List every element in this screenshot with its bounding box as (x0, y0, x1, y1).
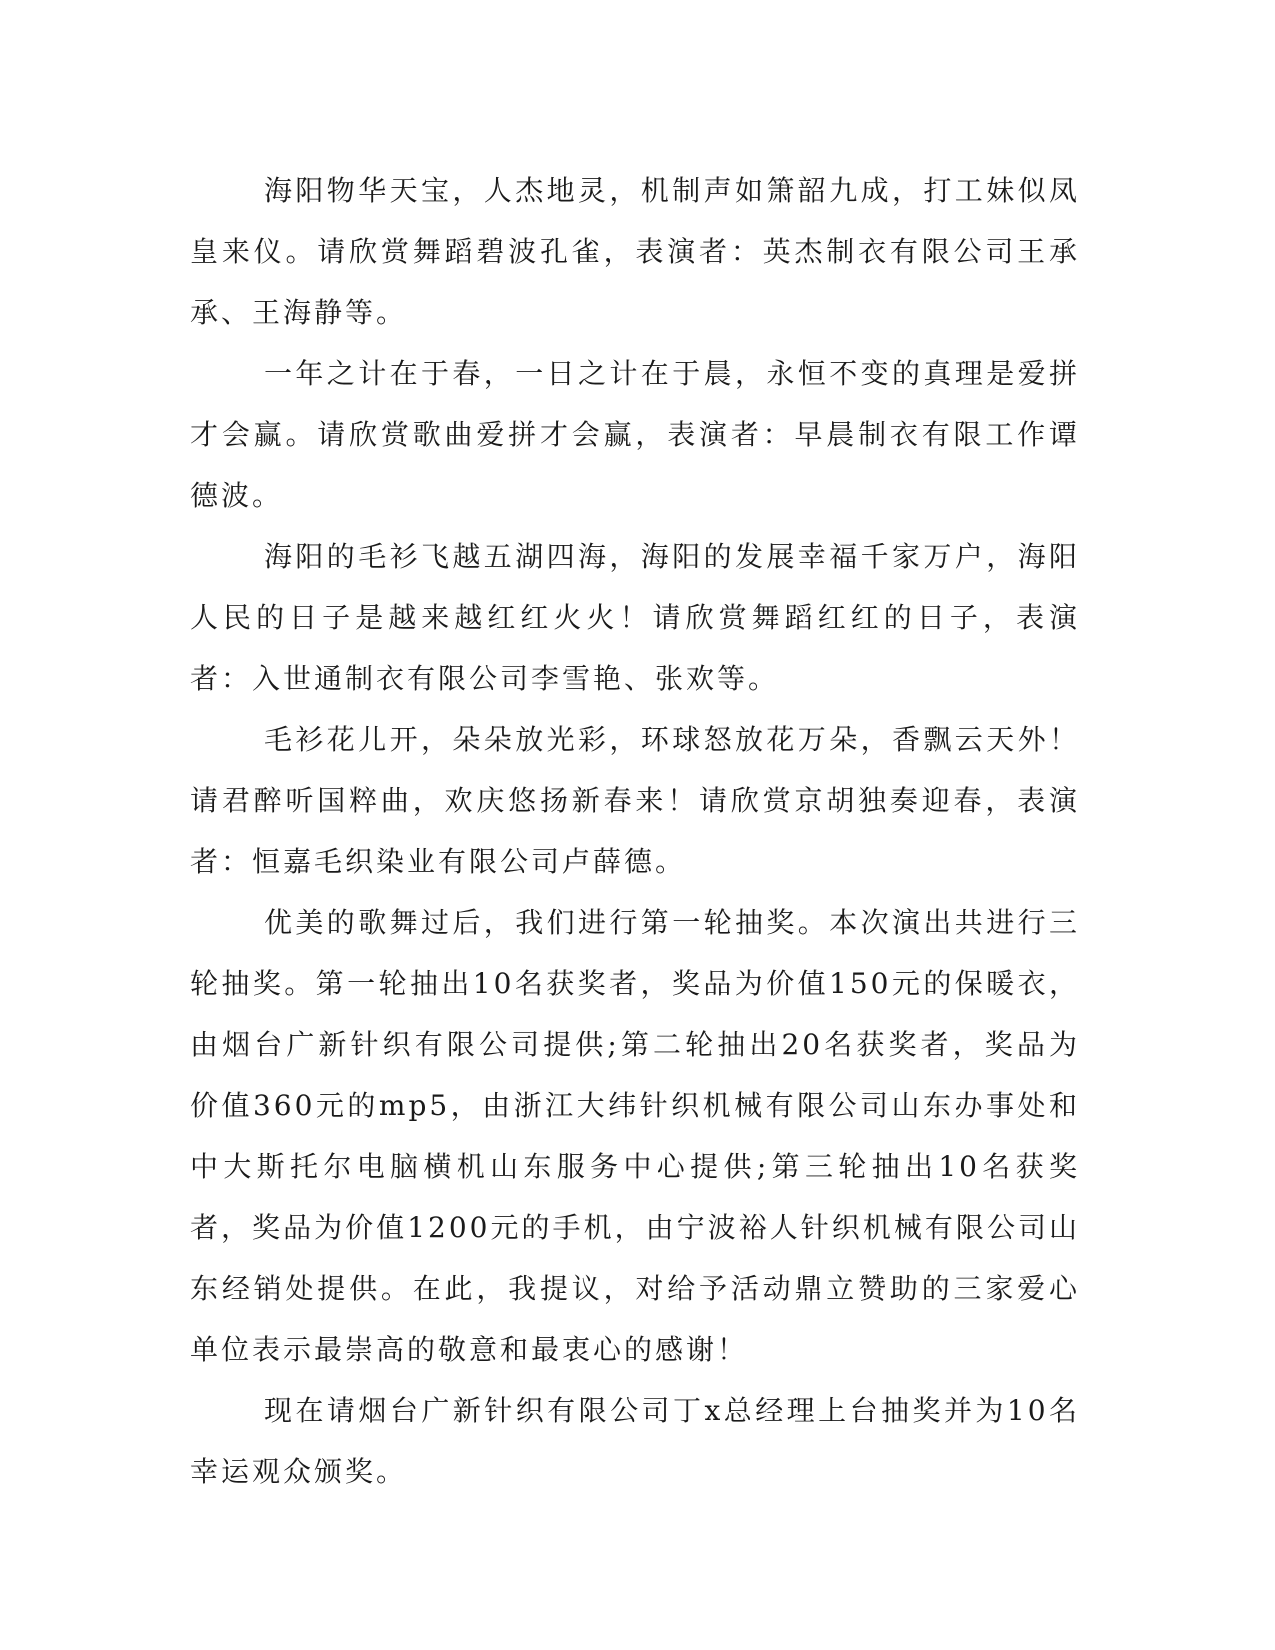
document-body (190, 160, 1080, 1502)
paragraph-5: 优美的歌舞过后，我们进行第一轮抽奖。本次演出共进行三轮抽奖。第一轮抽出10名获奖者，奖品为价值150元的保暖衣，由烟台广新针织有限公司提供;第二轮抽出20名获奖者，奖品为价值360元的mp5，由浙江大纬针织机械有限公司山东办事处和中大斯托尔电脑横机山东服务中心提供;第三轮抽出10名获奖者，奖品为价值1200元的手机，由宁波裕人针织机械有限公司山东经销处提供。在此，我提议，对给予活动鼎立赞助的三家爱心单位表示最崇高的敬意和最衷心的感谢！ (190, 906, 1080, 1366)
paragraph-4: 毛衫花儿开，朵朵放光彩，环球怒放花万朵，香飘云天外！请君醉听国粹曲，欢庆悠扬新春来！请欣赏京胡独奏迎春，表演者：恒嘉毛织染业有限公司卢薛德。 (190, 723, 1080, 878)
paragraph-6: 现在请烟台广新针织有限公司丁x总经理上台抽奖并为10名幸运观众颁奖。 (190, 1394, 1080, 1488)
paragraph-1: 海阳物华天宝，人杰地灵，机制声如箫韶九成，打工妹似凤皇来仪。请欣赏舞蹈碧波孔雀，表演者：英杰制衣有限公司王承承、王海静等。 (190, 174, 1080, 329)
paragraph-2: 一年之计在于春，一日之计在于晨，永恒不变的真理是爱拼才会赢。请欣赏歌曲爱拼才会赢，表演者：早晨制衣有限工作谭德波。 (190, 357, 1080, 512)
paragraph-3: 海阳的毛衫飞越五湖四海，海阳的发展幸福千家万户，海阳人民的日子是越来越红红火火！请欣赏舞蹈红红的日子，表演者：入世通制衣有限公司李雪艳、张欢等。 (190, 540, 1080, 695)
